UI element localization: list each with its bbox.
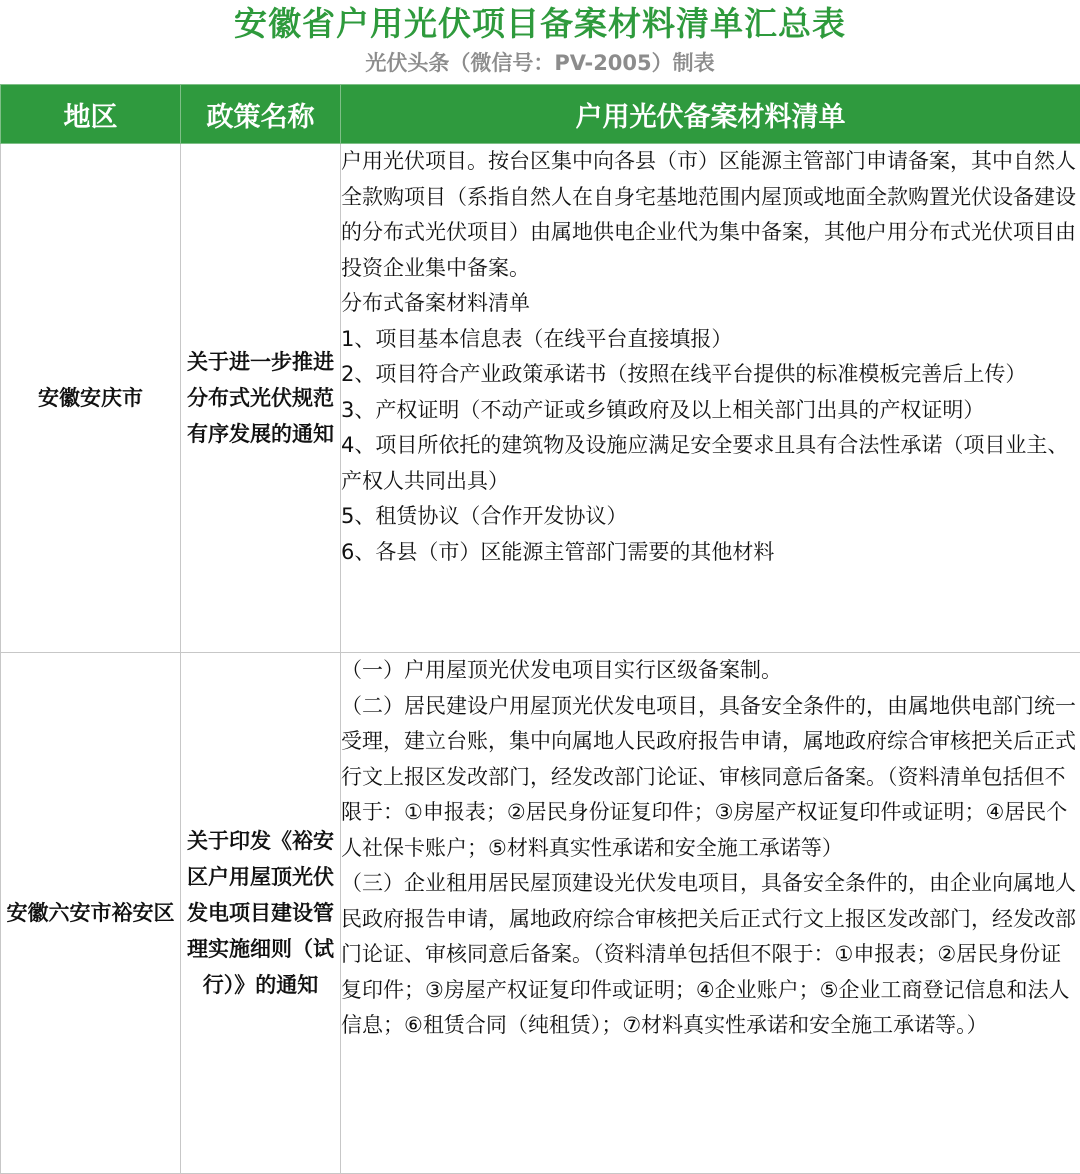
table-row [1,653,1080,1174]
table-row [1,144,1080,653]
materials-line: （三）企业租用居民屋顶建设光伏发电项目，具备安全条件的，由企业向属地人民政府报告申请，属地政府综合审核把关后正式行文上报区发改部门，经发改部门论证、审核同意后备案。（资料清单包括但不限于：①申报表；②居民身份证复印件；③房屋产权证复印件或证明；④企业账户；⑤企业工商登记信息和法人信息；⑥租赁合同（纯租赁）；⑦材料真实性承诺和安全施工承诺等。） [341,866,1080,1044]
page-title: 安徽省户用光伏项目备案材料清单汇总表 [0,4,1080,44]
materials-line: （一）户用屋顶光伏发电项目实行区级备案制。 [341,653,1080,689]
materials-cell [341,653,1080,1174]
materials-line: 5、租赁协议（合作开发协议） [341,499,1080,535]
header-policy: 政策名称 [181,85,341,144]
materials-line: 户用光伏项目。按台区集中向各县（市）区能源主管部门申请备案，其中自然人全款购项目（系指自然人在自身宅基地范围内屋顶或地面全款购置光伏设备建设的分布式光伏项目）由属地供电企业代为集中备案，其他户用分布式光伏项目由投资企业集中备案。 [341,144,1080,286]
materials-line: 2、项目符合产业政策承诺书（按照在线平台提供的标准模板完善后上传） [341,357,1080,393]
materials-line: 分布式备案材料清单 [341,286,1080,322]
header-materials: 户用光伏备案材料清单 [341,85,1080,144]
materials-cell [341,144,1080,653]
region-cell: 安徽六安市裕安区 [1,653,181,1174]
region-cell: 安徽安庆市 [1,144,181,653]
materials-line: 6、各县（市）区能源主管部门需要的其他材料 [341,535,1080,571]
materials-line: （二）居民建设户用屋顶光伏发电项目，具备安全条件的，由属地供电部门统一受理，建立台账，集中向属地人民政府报告申请，属地政府综合审核把关后正式行文上报区发改部门，经发改部门论证、审核同意后备案。（资料清单包括但不限于：①申报表；②居民身份证复印件；③房屋产权证复印件或证明；④居民个人社保卡账户；⑤材料真实性承诺和安全施工承诺等） [341,689,1080,867]
page-subtitle: 光伏头条（微信号：PV-2005）制表 [0,48,1080,78]
filing-materials-table [0,84,1080,1174]
policy-cell: 关于印发《裕安区户用屋顶光伏发电项目建设管理实施细则（试行）》的通知 [181,653,341,1174]
header-region: 地区 [1,85,181,144]
materials-line: 4、项目所依托的建筑物及设施应满足安全要求且具有合法性承诺（项目业主、产权人共同出具） [341,428,1080,499]
table-header-row [1,85,1080,144]
policy-cell: 关于进一步推进分布式光伏规范有序发展的通知 [181,144,341,653]
materials-line: 1、项目基本信息表（在线平台直接填报） [341,322,1080,358]
materials-line: 3、产权证明（不动产证或乡镇政府及以上相关部门出具的产权证明） [341,393,1080,429]
